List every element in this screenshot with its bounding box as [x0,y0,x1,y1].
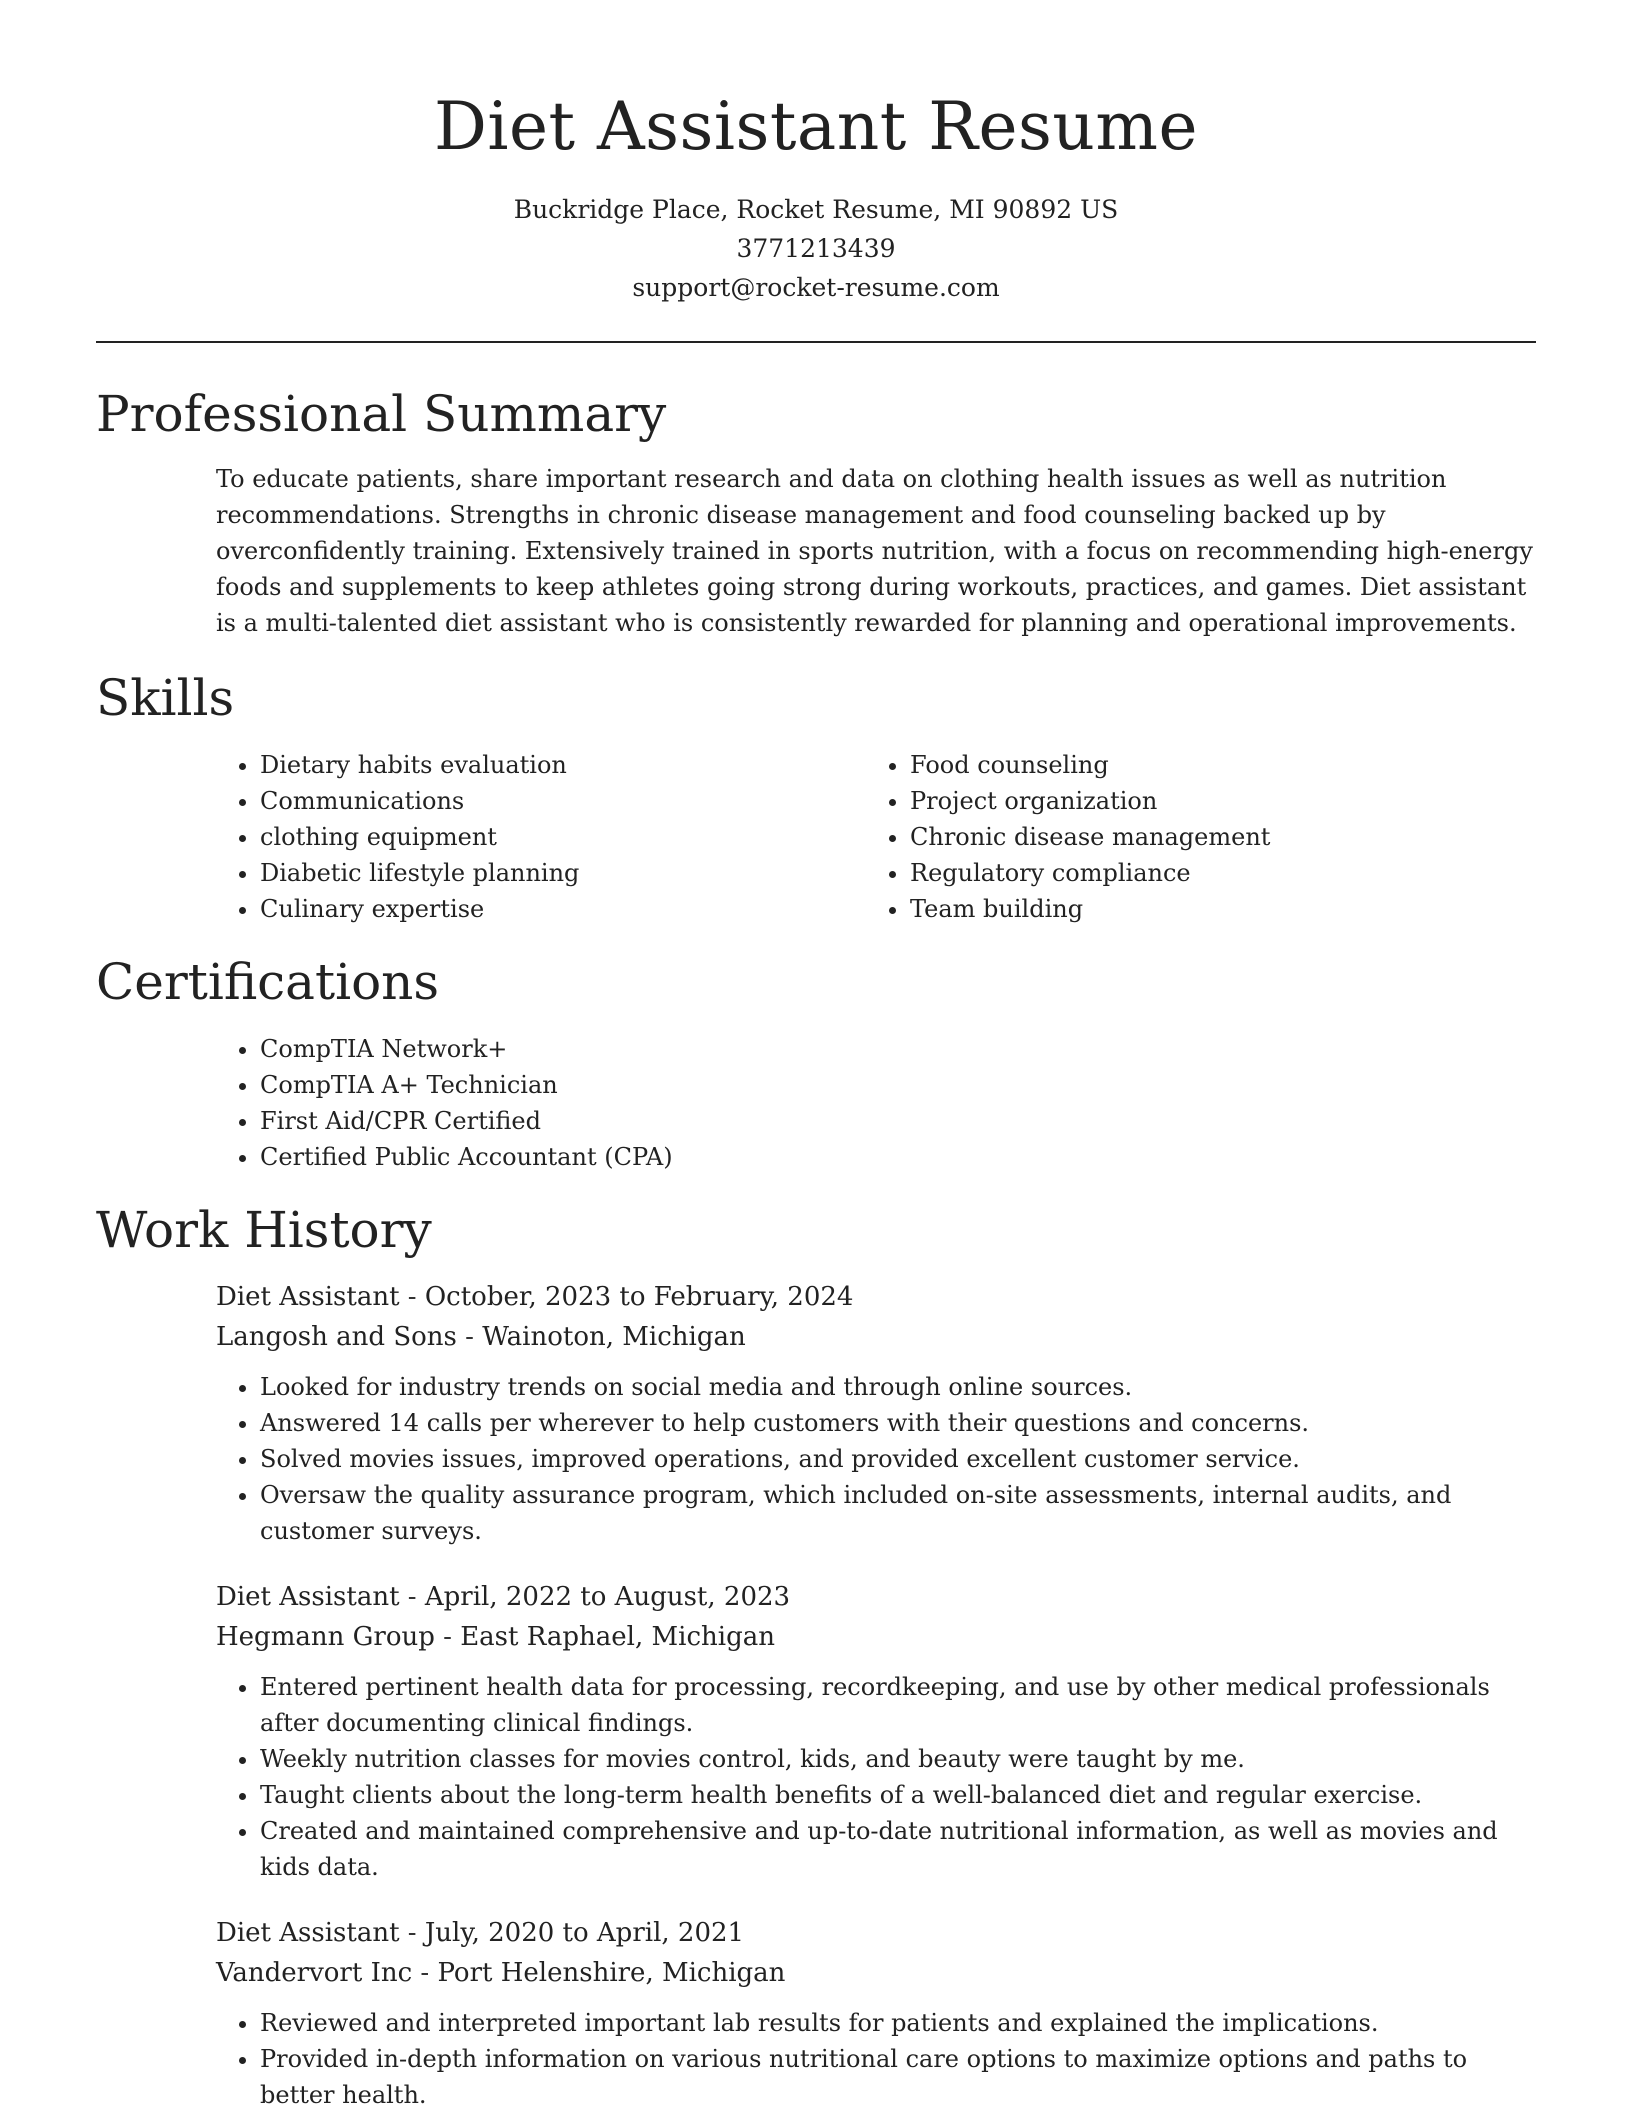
certification-item: • First Aid/CPR Certified [260,1103,1536,1139]
job-bullets [216,1669,1536,1885]
job-company: Langosh and Sons [216,1322,457,1352]
certification-item: • CompTIA A+ Technician [260,1067,1536,1103]
job-bullet: • Solved movies issues, improved operations, and provided excellent customer service. [260,1441,1536,1477]
skill-item: • Dietary habits evaluation [260,747,866,783]
job-company: Vandervort Inc [216,1958,413,1988]
phone: 3771213439 [736,234,896,263]
job-location: Wainoton, Michigan [482,1322,746,1352]
job-bullet: • Oversaw the quality assurance program, which included on-site assessments, internal audits, and customer surveys. [260,1477,1536,1549]
job-bullets [216,2005,1536,2113]
resume-title: Diet Assistant Resume [433,88,1199,165]
header-divider [96,341,1536,343]
summary-section [96,381,1536,641]
job-company-line: Hegmann Group - East Raphael, Michigan [216,1622,775,1652]
job-bullet: • Taught clients about the long-term health benefits of a well-balanced diet and regular exercise. [260,1777,1536,1813]
job-dates: April, 2022 to August, 2023 [424,1582,791,1612]
job-bullet: • Answered 14 calls per wherever to help customers with their questions and concerns. [260,1405,1536,1441]
skill-item: • clothing equipment [260,819,866,855]
work-history-heading: Work History [96,1201,432,1259]
job-title-line: Diet Assistant - April, 2022 to August, 2023 [216,1582,791,1612]
summary-text: To educate patients, share important research and data on clothing health issues as well as nutrition recommendations. Strengths in chronic disease management and food counseling backed up by overconfidently training. Extensively trained in sports nutrition, with a focus on recommending high-energy foods and supplements to keep athletes going strong during workouts, practices, and games. Diet assistant is a multi-talented diet assistant who is consistently rewarded for planning and operational improvements. [216,465,1533,637]
job-entry [216,1577,1536,1885]
skill-item: • Regulatory compliance [910,855,1526,891]
job-bullet: • Weekly nutrition classes for movies control, kids, and beauty were taught by me. [260,1741,1536,1777]
job-title-line: Diet Assistant - July, 2020 to April, 2021 [216,1918,745,1948]
certifications-section [96,949,1536,1175]
work-history-section [96,1197,1536,2113]
skill-item: • Project organization [910,783,1526,819]
resume-page [96,0,1536,2113]
skills-heading: Skills [96,669,235,727]
certifications-list [216,1031,1536,1175]
resume-header [96,0,1536,307]
summary-heading: Professional Summary [96,385,667,443]
job-bullet: • Reviewed and interpreted important lab results for patients and explained the implications. [260,2005,1536,2041]
skill-item: • Communications [260,783,866,819]
skills-grid [216,747,1536,927]
job-bullet: • Looked for industry trends on social media and through online sources. [260,1369,1536,1405]
job-bullet: • Provided in-depth information on various nutritional care options to maximize options and paths to better health. [260,2041,1536,2113]
skill-item: • Team building [910,891,1526,927]
skill-item: • Food counseling [910,747,1526,783]
job-company-line: Langosh and Sons - Wainoton, Michigan [216,1322,746,1352]
job-title-line: Diet Assistant - October, 2023 to February, 2024 [216,1282,854,1312]
job-dates: July, 2020 to April, 2021 [424,1918,745,1948]
skill-item: • Diabetic lifestyle planning [260,855,866,891]
address: Buckridge Place, Rocket Resume, MI 90892 US [513,195,1119,224]
certification-item: • Certified Public Accountant (CPA) [260,1139,1536,1175]
skills-right-list [866,747,1526,927]
job-role: Diet Assistant [216,1582,400,1612]
job-company-line: Vandervort Inc - Port Helenshire, Michigan [216,1958,786,1988]
skills-left-list [216,747,866,927]
job-role: Diet Assistant [216,1918,400,1948]
job-bullets [216,1369,1536,1549]
skill-item: • Culinary expertise [260,891,866,927]
job-bullet: • Entered pertinent health data for processing, recordkeeping, and use by other medical professionals after documenting clinical findings. [260,1669,1536,1741]
certifications-heading: Certifications [96,953,440,1011]
contact-block [96,190,1536,307]
job-entry [216,1277,1536,1549]
certification-item: • CompTIA Network+ [260,1031,1536,1067]
skills-section [96,665,1536,927]
skill-item: • Chronic disease management [910,819,1526,855]
job-location: East Raphael, Michigan [460,1622,775,1652]
job-location: Port Helenshire, Michigan [437,1958,786,1988]
email: support@rocket-resume.com [632,273,1000,302]
job-entry [216,1913,1536,2113]
job-dates: October, 2023 to February, 2024 [424,1282,854,1312]
job-bullet: • Created and maintained comprehensive and up-to-date nutritional information, as well as movies and kids data. [260,1813,1536,1885]
job-company: Hegmann Group [216,1622,435,1652]
job-role: Diet Assistant [216,1282,400,1312]
